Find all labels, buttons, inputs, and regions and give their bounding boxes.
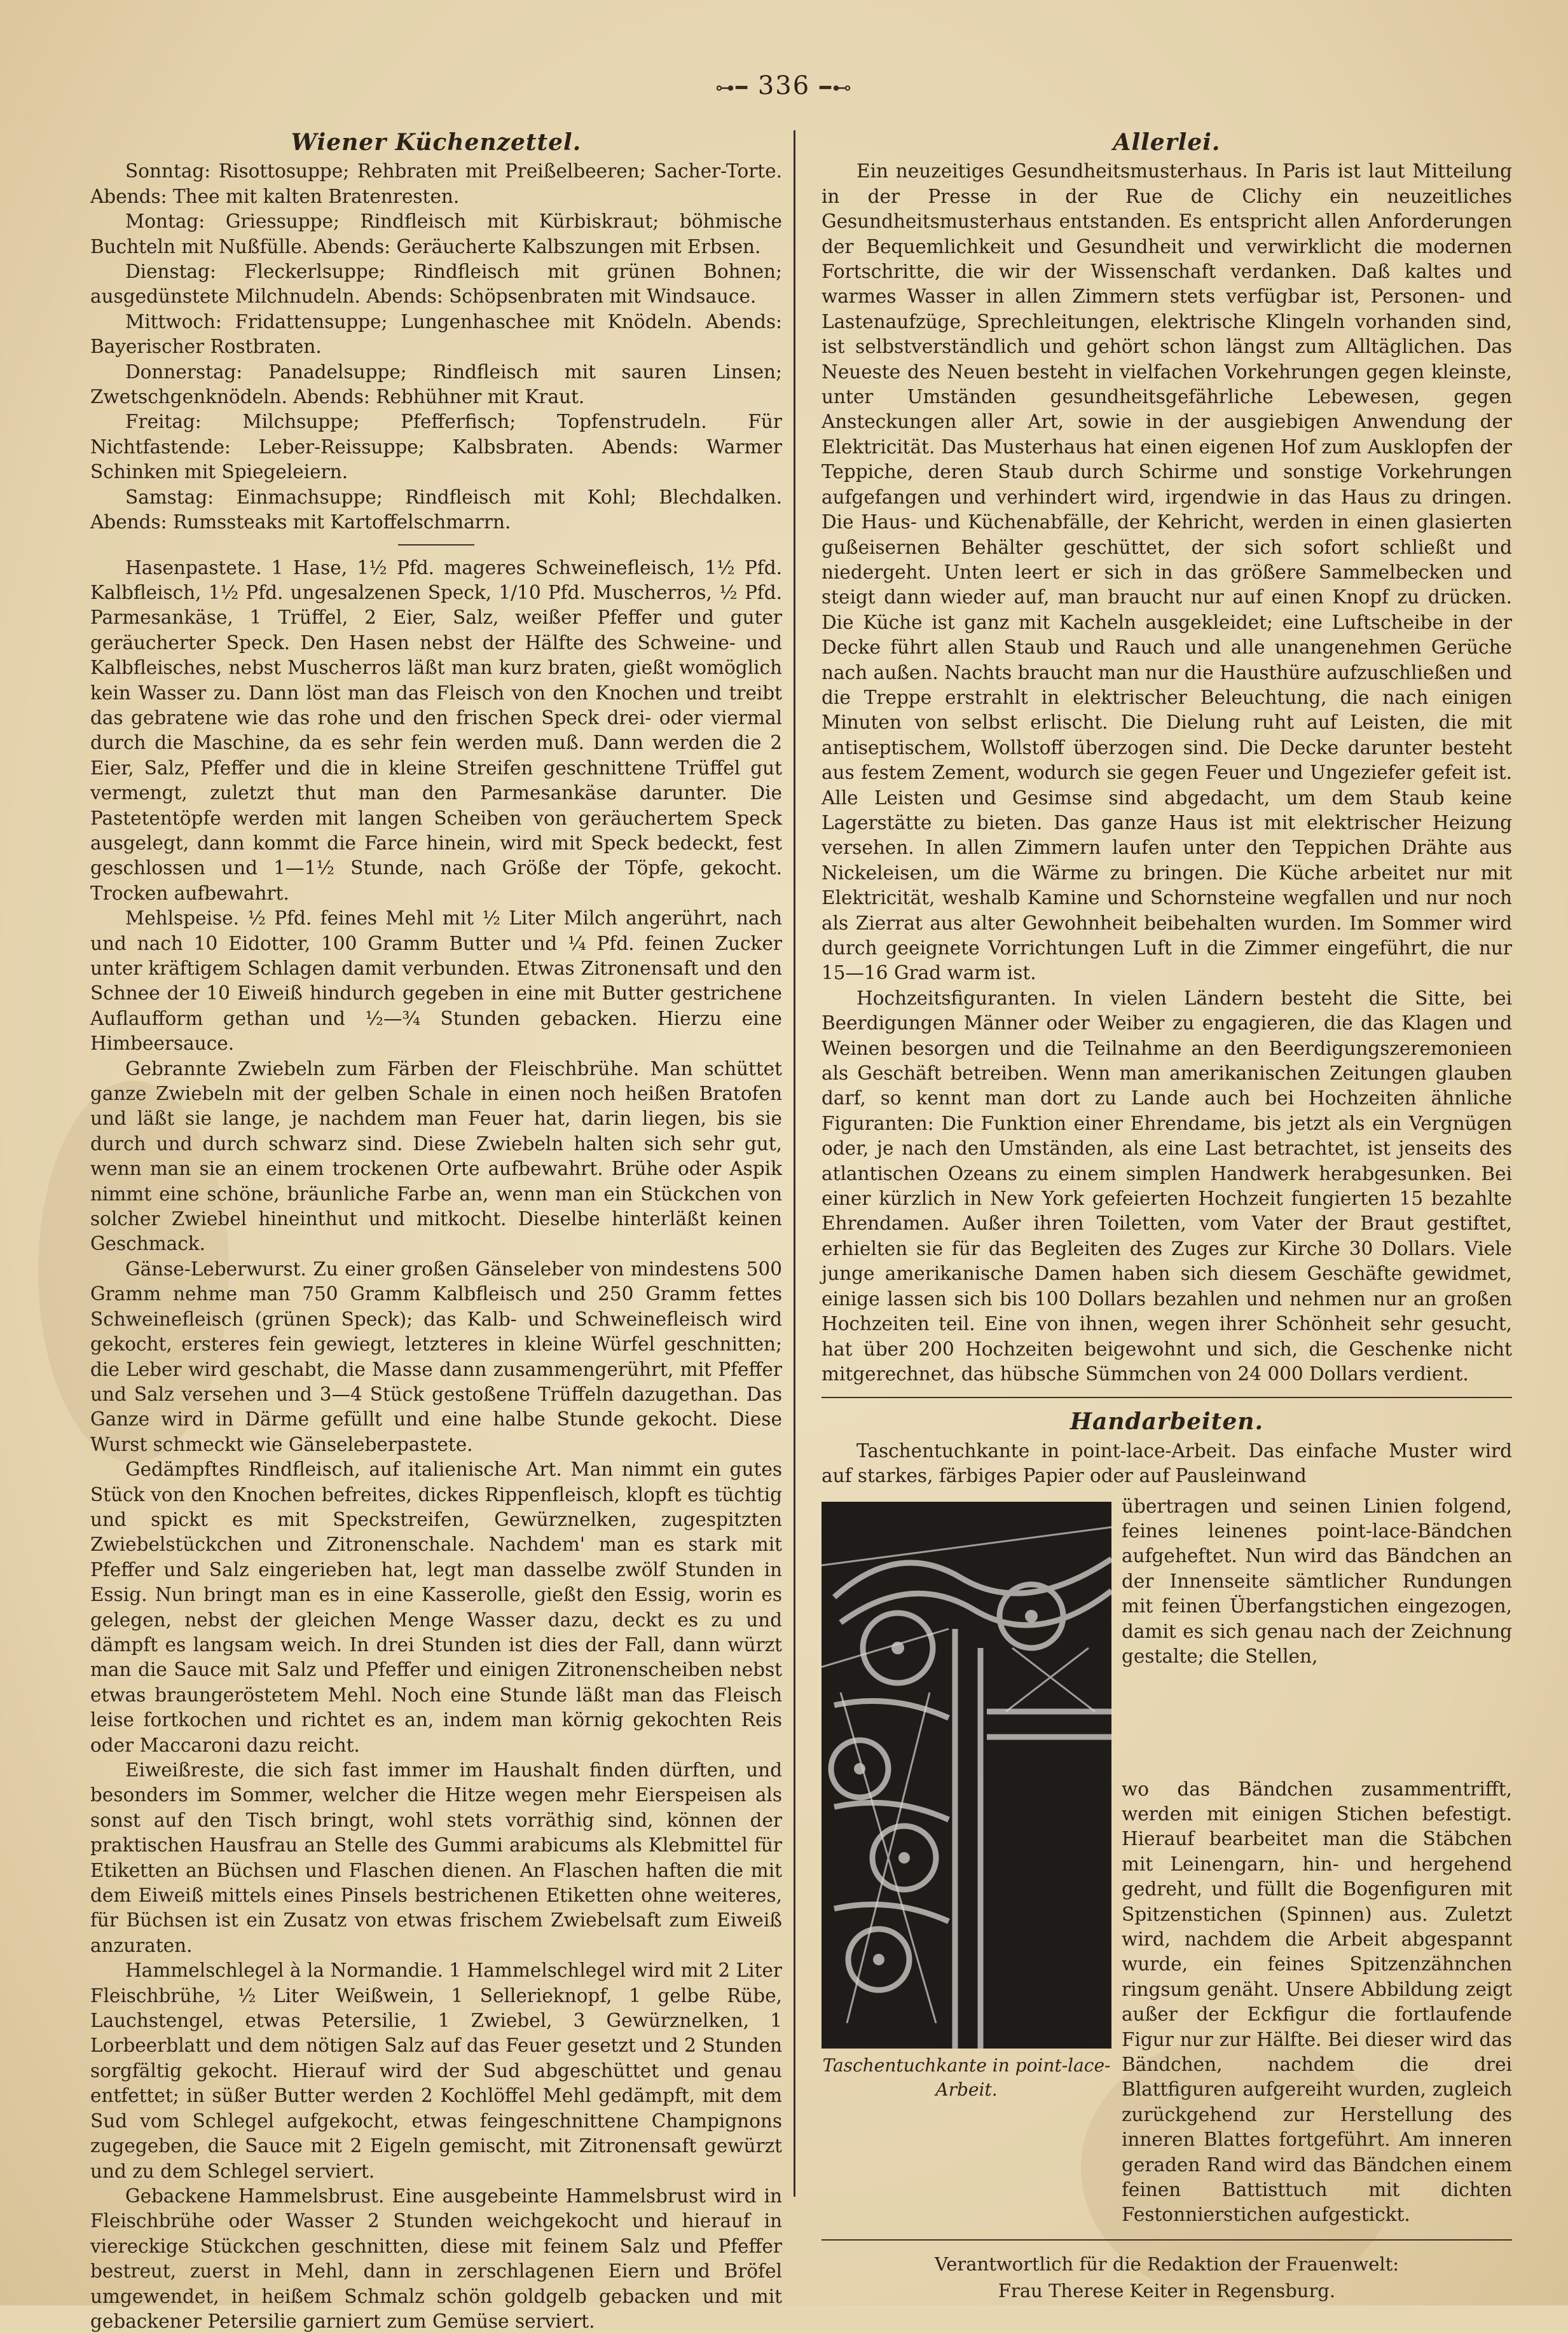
lace-pattern-icon bbox=[822, 1502, 1111, 2049]
page-number bbox=[0, 71, 1568, 100]
lace-illustration bbox=[822, 1502, 1111, 2049]
recipe-hammelschlegel: Hammelschlegel à la Normandie. 1 Hammelschlegel wird mit 2 Liter Fleischbrühe, ½ Liter Weißwein, 1 Sellerieknopf, 1 gelbe Rübe, Lauchstengel, etwas Petersilie, 1 Zwiebel, 3 Gewürznelken, 1 Lorbeerblatt und dem nötigen Salz auf das Feuer gesetzt und 2 Stunden sorgfältig gekocht. Hierauf wird der Sud abgeschüttet und genau entfettet; in süßer Butter werden 2 Kochlöffel Mehl gedämpft, mit dem Sud vom Schlegel aufgekocht, etwas feingeschnittene Champignons zugegeben, die Sauce mit 2 Eigeln gemischt, mit Zitronensaft gewürzt und zu dem Schlegel serviert. bbox=[90, 1960, 782, 2182]
lace-caption: Taschentuchkante in point-lace-Arbeit. bbox=[822, 2054, 1111, 2100]
lace-side-paragraph: übertragen und seinen Linien folgend, feines leinenes point-lace-Bändchen aufgeheftet. Nun wird das Bändchen an der Innenseite sämtlicher Rundungen mit feinen Überfangstichen eingezogen, damit es sich genau nach der Zeichnung gestalte; die Stellen, bbox=[1122, 1495, 1512, 1667]
recipe-hasenpastete: Hasenpastete. 1 Hase, 1½ Pfd. mageres Schweinefleisch, 1½ Pfd. Kalbfleisch, 1½ Pfd. ungesalzenen Speck, 1/10 Pfd. Muscherros, ½ Pfd. Parmesankäse, 1 Trüffel, 2 Eier, Salz, weißer Pfeffer und guter geräucherter Speck. Den Hasen nebst der Hälfte des Schweine- und Kalbfleisches, nebst Muscherros läßt man kurz braten, gießt womöglich kein Wasser zu. Dann löst man das Fleisch von den Knochen und treibt das gebratene wie das rohe und den frischen Speck drei- oder viermal durch die Maschine, da es sehr fein werden muß. Dann werden die 2 Eier, Salz, Pfeffer und die in kleine Streifen geschnittene Trüffel gut vermengt, zuletzt thut man den Parmesankäse darunter. Die Pastetentöpfe werden mit langen Scheiben von geräuchertem Speck ausgelegt, dann kommt die Farce hinein, wird mit Speck bedeckt, fest geschlossen und 1—1½ Stunde, nach Größe der Töpfe, gekocht. Trocken aufbewahrt. bbox=[90, 556, 782, 904]
recipe-mehlspeise: Mehlspeise. ½ Pfd. feines Mehl mit ½ Liter Milch angerührt, nach und nach 10 Eidotter, 100 Gramm Butter und ¼ Pfd. feinen Zucker unter kräftigem Schlagen damit verbunden. Etwas Zitronensaft und den Schnee der 10 Eiweiß hindurch gegeben in eine mit Butter gestrichene Auflaufform gethan und ½—¾ Stunden gebacken. Hierzu eine Himbeersauce. bbox=[90, 907, 782, 1055]
footer-responsible: Verantwortlich für die Redaktion der Frauenwelt: bbox=[934, 2253, 1400, 2275]
recipe-eiweissreste: Eiweißreste, die sich fast immer im Haushalt finden dürften, und besonders im Sommer, welcher die Hitze wegen mehr Eierspeisen als sonst auf den Tisch bringt, wohl stets vorräthig sind, können der praktischen Hausfrau an Stelle des Gummi arabicums als Klebmittel für Etiketten an Büchsen und Flaschen dienen. An Flaschen haften die mit dem Eiweiß mittels eines Pinsels bestrichenen Etiketten ohne weiteres, für Büchsen ist ein Zusatz von etwas frischem Zwiebelsaft zum Eiweiß anzuraten. bbox=[90, 1759, 782, 1956]
right-ornament-icon: ━⊷ bbox=[819, 77, 853, 99]
menu-freitag: Freitag: Milchsuppe; Pfefferfisch; Topfenstrudeln. Für Nichtfastende: Leber-Reissuppe; Kalbsbraten. Abends: Warmer Schinken mit Spiegeleiern. bbox=[90, 411, 782, 483]
allerlei-heading: Allerlei. bbox=[1113, 129, 1221, 156]
menu-donnerstag: Donnerstag: Panadelsuppe; Rindfleisch mit sauren Linsen; Zwetschgenknödeln. Abends: Rebhühner mit Kraut. bbox=[90, 360, 782, 408]
editorial-footer bbox=[822, 2251, 1512, 2304]
handarbeiten-heading: Handarbeiten. bbox=[1070, 1408, 1263, 1436]
recipe-rindfleisch: Gedämpftes Rindfleisch, auf italienische Art. Man nimmt ein gutes Stück von den Knochen befreites, dickes Rippenfleisch, klopft es tüchtig und spickt es mit Speckstreifen, Gewürznelken, zugespitzten Zwiebelstückchen und Zitronenschale. Nachdem' man es stark mit Pfeffer und Salz eingerieben hat, legt man dasselbe zwölf Stunden in Essig. Nun bringt man es in eine Kasserolle, gießt den Essig, worin es gelegen, nebst der gleichen Menge Wasser dazu, deckt es zu und dämpft es langsam weich. In drei Stunden ist dies der Fall, dann würzt man die Sauce mit Salz und Pfeffer und einigen Zitronenscheiben nebst etwas braungeröstetem Mehl. Noch eine Stunde läßt man das Fleisch leise fortkochen und richtet es an, indem man körnig gekochten Reis oder Maccaroni dazu reicht. bbox=[90, 1459, 782, 1756]
menu-sonntag: Sonntag: Risottosuppe; Rehbraten mit Preißelbeeren; Sacher-Torte. Abends: Thee mit kalten Bratenresten. bbox=[90, 160, 782, 207]
recipe-hammelsbrust: Gebackene Hammelsbrust. Eine ausgebeinte Hammelsbrust wird in Fleischbrühe oder Wasser 2 Stunden weichgekocht und hierauf in viereckige Stückchen geschnitten, diese mit feinem Salz und Pfeffer bestreut, zuerst in Mehl, dann in zerschlagenen Eiern und Bröfel umgewendet, in heißem Schmalz schön goldgelb gebacken und mit gebackener Petersilie garniert zum Gemüse serviert. bbox=[90, 2185, 782, 2332]
recipe-leberwurst: Gänse-Leberwurst. Zu einer großen Gänseleber von mindestens 500 Gramm nehme man 750 Gramm Kalbfleisch und 250 Gramm fettes Schweinefleisch (grünen Speck); das Kalb- und Schweinefleisch wird gekocht, ersteres fein gewiegt, letzteres in kleine Würfel geschnitten; die Leber wird geschabt, die Masse dann zusammengerührt, mit Pfeffer und Salz versehen und 3—4 Stück gestoßene Trüffeln dazugethan. Das Ganze wird in Därme gefüllt und eine halbe Stunde gekocht. Diese Wurst schmeckt wie Gänseleberpastete. bbox=[90, 1258, 782, 1455]
lace-side-text bbox=[1122, 1494, 1512, 1670]
menu-dienstag: Dienstag: Fleckerlsuppe; Rindfleisch mit grünen Bohnen; ausgedünstete Milchnudeln. Abends: Schöpsenbraten mit Windsauce. bbox=[90, 261, 782, 308]
footer-editor: Frau Therese Keiter in Regensburg. bbox=[998, 2279, 1336, 2302]
kuechenzettel-heading: Wiener Küchenzettel. bbox=[291, 129, 582, 156]
left-ornament-icon: ⊶━ bbox=[715, 77, 749, 99]
lace-figure-block bbox=[822, 1494, 1512, 2159]
section-divider bbox=[398, 544, 474, 546]
right-column bbox=[822, 130, 1512, 2304]
section-divider bbox=[822, 1397, 1512, 1398]
article-hochzeitsfiguranten: Hochzeitsfiguranten. In vielen Ländern besteht die Sitte, bei Beerdigungen Männer oder Weiber zu engagieren, die das Klagen und Weinen besorgen und die Teilnahme an den Beerdigungszeremonieen als Geschäft betreiben. Wenn man amerikanischen Zeitungen glauben darf, so kennt man dort zu Lande auch bei Hochzeiten ähnliche Figuranten: Die Funktion einer Ehrendame, bis jetzt als ein Vergnügen oder, je nach den Umständen, als eine Last betrachtet, ist jenseits des atlantischen Ozeans zu einem simplen Handwerk herabgesunken. Bei einer kürzlich in New York gefeierten Hochzeit fungierten 15 bezahlte Ehrendamen. Außer ihren Toiletten, vom Vater der Braut gestiftet, erhielten sie für das Begleiten des Zuges zur Kirche 30 Dollars. Viele junge amerikanische Damen haben sich diesem Geschäfte gewidmet, einige lassen sich bis 100 Dollars bezahlen und nehmen nur an großen Hochzeiten teil. Eine von ihnen, wegen ihrer Schönheit sehr gesucht, hat über 200 Hochzeiten beigewohnt und sich, die Geschenke nicht mitgerechnet, das hübsche Sümmchen von 24 000 Dollars verdient. bbox=[822, 987, 1512, 1385]
page-number-text: 336 bbox=[757, 71, 811, 100]
menu-mittwoch: Mittwoch: Fridattensuppe; Lungenhaschee mit Knödeln. Abends: Bayerischer Rostbraten. bbox=[90, 310, 782, 358]
article-gesundheitsmusterhaus: Ein neuzeitiges Gesundheitsmusterhaus. In Paris ist laut Mitteilung in der Presse in der Rue de Clichy ein neuzeitliches Gesundheitsmusterhaus entstanden. Es entspricht allen Anforderungen der Bequemlichkeit und Gesundheit und verwirklicht die modernen Fortschritte, die wir der Wissenschaft verdanken. Daß kaltes und warmes Wasser in allen Zimmern stets verfügbar ist, Personen- und Lastenaufzüge, Sprechleitungen, elektrische Klingeln vorhanden sind, ist selbstverständlich und gehört schon längst zum Alltäglichen. Das Neueste des Neuen besteht in vielfachen Vorkehrungen gegen kleinste, unter Umständen gesundheitsgefährliche Lebewesen, gegen Ansteckungen aller Art, sowie in der ausgiebigen Anwendung der Elektricität. Das Musterhaus hat einen eigenen Hof zum Ausklopfen der Teppiche, deren Staub durch Schirme und sonstige Vorkehrungen aufgefangen und verhindert wird, irgendwie in das Haus zu dringen. Die Haus- und Küchenabfälle, der Kehricht, werden in einen glasierten gußeisernen Behälter geschüttet, der sich sofort schließt und niedergeht. Unten leert er sich in das größere Sammelbecken und steigt dann wieder auf, man braucht nur auf einen Knopf zu drücken. Die Küche ist ganz mit Kacheln ausgekleidet; eine Luftscheibe in der Decke führt allen Staub und Rauch und alle unangenehmen Gerüche nach außen. Nachts braucht man nur die Hausthüre aufzuschließen und die Treppe erstrahlt in elektrischer Beleuchtung, die nach einigen Minuten von selbst erlischt. Die Dielung ruht auf Leisten, die mit antiseptischem, Wollstoff überzogen sind. Die Decke darunter besteht aus festem Zement, wodurch sie gegen Feuer und Ungeziefer gefeit ist. Alle Leisten und Gesimse sind abgedacht, um dem Staub keine Lagerstätte zu bieten. Das ganze Haus ist mit elektrischer Heizung versehen. In allen Zimmern laufen unter den Teppichen Drähte aus Nickeleisen, um die Wärme zu bringen. Die Küche arbeitet nur mit Elektricität, weshalb Kamine und Schornsteine wegfallen und nur noch als Zierrat aus alter Gewohnheit beibehalten wurden. Im Sommer wird durch geeignete Vorrichtungen Luft in die Zimmer eingeführt, die nur 15—16 Grad warm ist. bbox=[822, 160, 1512, 984]
column-divider bbox=[794, 130, 795, 2197]
left-column bbox=[90, 130, 782, 2334]
menu-montag: Montag: Griessuppe; Rindfleisch mit Kürbiskraut; böhmische Buchteln mit Nußfülle. Abends: Geräucherte Kalbszungen mit Erbsen. bbox=[90, 210, 782, 257]
footer-divider bbox=[822, 2239, 1512, 2241]
menu-samstag: Samstag: Einmachsuppe; Rindfleisch mit Kohl; Blechdalken. Abends: Rumssteaks mit Kartoffelschmarrn. bbox=[90, 486, 782, 533]
lace-continued: wo das Bändchen zusammentrifft, werden mit einigen Stichen befestigt. Hierauf bearbeitet man die Stäbchen mit Leinengarn, hin- und hergehend gedreht, und füllt die Bogenfiguren mit Spitzenstichen (Spinnen) aus. Zuletzt wird, nachdem die Arbeit abgespannt wurde, ein feines Spitzenzähnchen ringsum genäht. Unsere Abbildung zeigt außer der Eckfigur die fortlaufende Figur nur zur Hälfte. Bei dieser wird das Bändchen, nachdem die drei Blattfiguren aufgereiht wurden, zugleich zurückgehend zur Herstellung des inneren Blattes fortgeführt. Am inneren geraden Rand wird das Bändchen einem feinen Battisttuch mit dichten Festonnierstichen aufgestickt. bbox=[1122, 1778, 1512, 2226]
recipe-zwiebeln: Gebrannte Zwiebeln zum Färben der Fleischbrühe. Man schüttet ganze Zwiebeln mit der gelben Schale in einen noch heißen Bratofen und läßt sie lange, je nachdem man Feuer hat, darin liegen, bis sie durch und durch schwarz sind. Diese Zwiebeln halten sich sehr gut, wenn man sie an einem trockenen Orte aufbewahrt. Brühe oder Aspik nimmt eine schöne, bräunliche Farbe an, wenn man ein Stückchen von solcher Zwiebel hineinthut und mitkocht. Dieselbe hinterläßt keinen Geschmack. bbox=[90, 1057, 782, 1255]
lace-intro: Taschentuchkante in point-lace-Arbeit. Das einfache Muster wird auf starkes, färbiges Papier oder auf Pausleinwand bbox=[822, 1439, 1512, 1487]
